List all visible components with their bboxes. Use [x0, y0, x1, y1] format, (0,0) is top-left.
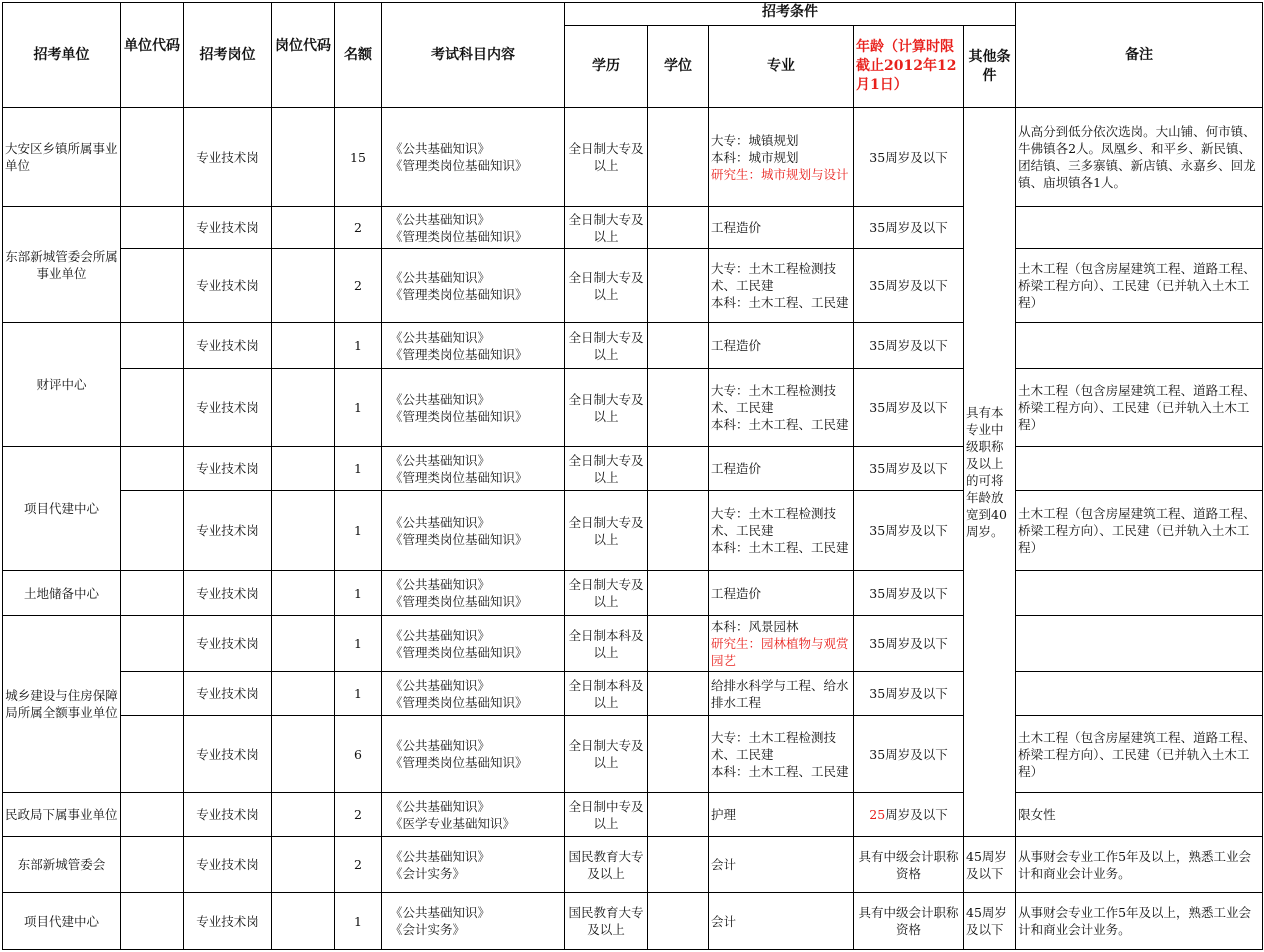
degree-cell	[648, 793, 709, 837]
table-row	[3, 716, 1263, 793]
exam-cell	[382, 616, 565, 672]
post-cell: 专业技术岗	[184, 323, 272, 369]
major-line: 大专：土木工程检测技术、工民建	[711, 506, 837, 538]
exam-cell	[382, 108, 565, 207]
table-row	[3, 837, 1263, 893]
exam-cell	[382, 323, 565, 369]
unit-cell: 财评中心	[3, 323, 121, 447]
exam-line: 《公共基础知识》	[390, 391, 491, 407]
table-row	[3, 207, 1263, 249]
age-cell: 35周岁及以下	[854, 207, 964, 249]
header-conditions: 招考条件	[565, 3, 1016, 26]
quota-cell: 15	[335, 108, 382, 207]
header-age: 年龄（计算时限截止2012年12月1日）	[854, 26, 964, 108]
exam-line: 《管理类岗位基础知识》	[390, 469, 528, 485]
exam-line: 《公共基础知识》	[390, 141, 491, 156]
remark-cell: 土木工程（包含房屋建筑工程、道路工程、桥梁工程方向）、工民建（已并轨入土木工程）	[1016, 491, 1263, 571]
post-cell: 专业技术岗	[184, 571, 272, 616]
post-code-cell	[272, 323, 335, 369]
unit-code-cell	[121, 491, 184, 571]
major-cell: 工程造价	[709, 323, 854, 369]
quota-cell: 1	[335, 616, 382, 672]
remark-cell	[1016, 571, 1263, 616]
header-post: 招考岗位	[184, 3, 272, 108]
header-unit: 招考单位	[3, 3, 121, 108]
table-row	[3, 491, 1263, 571]
remark-cell: 土木工程（包含房屋建筑工程、道路工程、桥梁工程方向）、工民建（已并轨入土木工程）	[1016, 716, 1263, 793]
major-line: 本科：风景园林	[711, 619, 799, 634]
unit-code-cell	[121, 447, 184, 491]
education-cell: 全日制大专及以上	[565, 249, 648, 323]
post-cell: 专业技术岗	[184, 369, 272, 447]
unit-cell: 民政局下属事业单位	[3, 793, 121, 837]
major-line: 本科：土木工程、工民建	[711, 295, 849, 310]
exam-line: 《管理类岗位基础知识》	[390, 408, 528, 424]
education-cell: 全日制大专及以上	[565, 207, 648, 249]
header-unit-code: 单位代码	[121, 3, 184, 108]
exam-line: 《公共基础知识》	[390, 627, 491, 643]
remark-cell: 从事财会专业工作5年及以上，熟悉工业会计和商业会计业务。	[1016, 837, 1263, 893]
degree-cell	[648, 323, 709, 369]
post-cell: 专业技术岗	[184, 108, 272, 207]
unit-code-cell	[121, 716, 184, 793]
table-row	[3, 249, 1263, 323]
post-cell: 专业技术岗	[184, 793, 272, 837]
major-line: 研究生：城市规划与设计	[711, 166, 849, 182]
exam-line: 《管理类岗位基础知识》	[390, 346, 528, 362]
education-cell: 全日制大专及以上	[565, 447, 648, 491]
remark-cell: 限女性	[1016, 793, 1263, 837]
post-cell: 专业技术岗	[184, 491, 272, 571]
exam-line: 《会计实务》	[390, 865, 466, 881]
post-cell: 专业技术岗	[184, 672, 272, 716]
major-cell: 会计	[709, 893, 854, 950]
unit-cell: 东部新城管委会	[3, 837, 121, 893]
remark-cell: 土木工程（包含房屋建筑工程、道路工程、桥梁工程方向）、工民建（已并轨入土木工程）	[1016, 249, 1263, 323]
post-code-cell	[272, 893, 335, 950]
unit-code-cell	[121, 837, 184, 893]
exam-line: 《管理类岗位基础知识》	[390, 158, 528, 173]
remark-cell	[1016, 672, 1263, 716]
exam-line: 《公共基础知识》	[390, 269, 491, 285]
exam-cell	[382, 793, 565, 837]
quota-cell: 1	[335, 491, 382, 571]
unit-code-cell	[121, 249, 184, 323]
degree-cell	[648, 491, 709, 571]
exam-cell	[382, 571, 565, 616]
exam-line: 《管理类岗位基础知识》	[390, 531, 528, 547]
age-cell: 35周岁及以下	[854, 616, 964, 672]
post-code-cell	[272, 716, 335, 793]
exam-line: 《公共基础知识》	[390, 848, 491, 864]
exam-line: 《管理类岗位基础知识》	[390, 755, 528, 770]
major-cell	[709, 491, 854, 571]
major-line: 大专：土木工程检测技术、工民建	[711, 383, 837, 415]
post-code-cell	[272, 491, 335, 571]
post-cell: 专业技术岗	[184, 249, 272, 323]
unit-code-cell	[121, 108, 184, 207]
unit-cell: 土地储备中心	[3, 571, 121, 616]
remark-cell	[1016, 616, 1263, 672]
major-line: 本科：土木工程、工民建	[711, 417, 849, 432]
education-cell: 全日制大专及以上	[565, 323, 648, 369]
age-cell: 35周岁及以下	[854, 571, 964, 616]
post-code-cell	[272, 837, 335, 893]
major-cell	[709, 716, 854, 793]
remark-cell: 土木工程（包含房屋建筑工程、道路工程、桥梁工程方向）、工民建（已并轨入土木工程）	[1016, 369, 1263, 447]
degree-cell	[648, 571, 709, 616]
exam-line: 《管理类岗位基础知识》	[390, 594, 528, 609]
major-cell: 给排水科学与工程、给水排水工程	[709, 672, 854, 716]
exam-cell	[382, 369, 565, 447]
quota-cell: 1	[335, 369, 382, 447]
post-cell: 专业技术岗	[184, 893, 272, 950]
post-cell: 专业技术岗	[184, 616, 272, 672]
post-code-cell	[272, 207, 335, 249]
unit-code-cell	[121, 369, 184, 447]
major-cell: 工程造价	[709, 207, 854, 249]
table-row	[3, 369, 1263, 447]
remark-cell: 从高分到低分依次选岗。大山铺、何市镇、牛佛镇各2人。凤凰乡、和平乡、新民镇、团结镇、三多寨镇、新店镇、永嘉乡、回龙镇、庙坝镇各1人。	[1016, 108, 1263, 207]
major-line: 本科：城市规划	[711, 149, 799, 165]
education-cell: 全日制大专及以上	[565, 571, 648, 616]
education-cell: 全日制大专及以上	[565, 716, 648, 793]
exam-line: 《管理类岗位基础知识》	[390, 228, 528, 244]
unit-cell: 大安区乡镇所属事业单位	[3, 108, 121, 207]
post-code-cell	[272, 571, 335, 616]
quota-cell: 2	[335, 837, 382, 893]
remark-cell	[1016, 447, 1263, 491]
post-code-cell	[272, 616, 335, 672]
exam-cell	[382, 207, 565, 249]
degree-cell	[648, 207, 709, 249]
age-cell: 具有中级会计职称资格	[854, 837, 964, 893]
age-cell: 35周岁及以下	[854, 108, 964, 207]
age-cell: 35周岁及以下	[854, 716, 964, 793]
major-cell	[709, 369, 854, 447]
table-row	[3, 672, 1263, 716]
exam-line: 《公共基础知识》	[390, 577, 491, 592]
post-code-cell	[272, 672, 335, 716]
recruitment-table	[2, 2, 1263, 950]
exam-line: 《公共基础知识》	[390, 798, 491, 814]
degree-cell	[648, 369, 709, 447]
degree-cell	[648, 616, 709, 672]
unit-code-cell	[121, 323, 184, 369]
other-cell: 45周岁及以下	[964, 837, 1016, 893]
degree-cell	[648, 893, 709, 950]
header-remarks: 备注	[1016, 3, 1263, 108]
degree-cell	[648, 108, 709, 207]
post-code-cell	[272, 447, 335, 491]
exam-line: 《公共基础知识》	[390, 329, 491, 345]
age-cell: 35周岁及以下	[854, 369, 964, 447]
exam-line: 《公共基础知识》	[390, 514, 491, 530]
quota-cell: 1	[335, 447, 382, 491]
major-cell: 工程造价	[709, 571, 854, 616]
exam-cell	[382, 716, 565, 793]
post-code-cell	[272, 249, 335, 323]
unit-code-cell	[121, 207, 184, 249]
major-cell	[709, 108, 854, 207]
age-cell: 具有中级会计职称资格	[854, 893, 964, 950]
unit-cell: 项目代建中心	[3, 893, 121, 950]
exam-line: 《管理类岗位基础知识》	[390, 286, 528, 302]
exam-cell	[382, 837, 565, 893]
header-major: 专业	[709, 26, 854, 108]
age-cell: 35周岁及以下	[854, 323, 964, 369]
other-cell: 45周岁及以下	[964, 893, 1016, 950]
quota-cell: 1	[335, 672, 382, 716]
age-number: 25	[869, 807, 886, 822]
post-cell: 专业技术岗	[184, 716, 272, 793]
degree-cell	[648, 716, 709, 793]
remark-cell	[1016, 323, 1263, 369]
age-cell: 35周岁及以下	[854, 672, 964, 716]
education-cell: 全日制大专及以上	[565, 369, 648, 447]
table-row	[3, 323, 1263, 369]
post-code-cell	[272, 369, 335, 447]
quota-cell: 6	[335, 716, 382, 793]
table-row	[3, 108, 1263, 207]
quota-cell: 1	[335, 571, 382, 616]
table-row	[3, 793, 1263, 837]
post-code-cell	[272, 793, 335, 837]
degree-cell	[648, 837, 709, 893]
exam-line: 《医学专业基础知识》	[390, 815, 516, 831]
table-row	[3, 893, 1263, 950]
major-line: 大专：土木工程检测技术、工民建	[711, 729, 837, 762]
header-degree: 学位	[648, 26, 709, 108]
header-exam: 考试科目内容	[382, 3, 565, 108]
quota-cell: 2	[335, 207, 382, 249]
quota-cell: 2	[335, 249, 382, 323]
age-suffix: 周岁及以下	[885, 807, 948, 822]
exam-line: 《管理类岗位基础知识》	[390, 694, 528, 710]
unit-cell: 项目代建中心	[3, 447, 121, 571]
post-cell: 专业技术岗	[184, 447, 272, 491]
header-quota: 名额	[335, 3, 382, 108]
post-cell: 专业技术岗	[184, 837, 272, 893]
unit-cell: 城乡建设与住房保障局所属全额事业单位	[3, 616, 121, 793]
major-line: 大专：土木工程检测技术、工民建	[711, 261, 837, 293]
degree-cell	[648, 249, 709, 323]
education-cell: 国民教育大专及以上	[565, 837, 648, 893]
exam-cell	[382, 447, 565, 491]
quota-cell: 2	[335, 793, 382, 837]
age-cell: 35周岁及以下	[854, 447, 964, 491]
table-row	[3, 571, 1263, 616]
header-other: 其他条件	[964, 26, 1016, 108]
education-cell: 全日制本科及以上	[565, 672, 648, 716]
exam-line: 《公共基础知识》	[390, 211, 491, 227]
exam-line: 《会计实务》	[390, 922, 466, 937]
education-cell: 全日制中专及以上	[565, 793, 648, 837]
unit-code-cell	[121, 793, 184, 837]
exam-line: 《公共基础知识》	[390, 905, 491, 920]
exam-line: 《公共基础知识》	[390, 738, 491, 753]
major-cell: 工程造价	[709, 447, 854, 491]
exam-cell	[382, 491, 565, 571]
major-cell: 会计	[709, 837, 854, 893]
degree-cell	[648, 447, 709, 491]
table-row	[3, 616, 1263, 672]
exam-cell	[382, 249, 565, 323]
quota-cell: 1	[335, 323, 382, 369]
education-cell: 全日制大专及以上	[565, 108, 648, 207]
major-line: 大专：城镇规划	[711, 132, 799, 148]
remark-cell	[1016, 207, 1263, 249]
unit-code-cell	[121, 571, 184, 616]
age-cell	[854, 793, 964, 837]
unit-code-cell	[121, 672, 184, 716]
table-row	[3, 447, 1263, 491]
quota-cell: 1	[335, 893, 382, 950]
major-cell: 护理	[709, 793, 854, 837]
age-cell: 35周岁及以下	[854, 491, 964, 571]
post-code-cell	[272, 108, 335, 207]
degree-cell	[648, 672, 709, 716]
major-line: 本科：土木工程、工民建	[711, 540, 849, 555]
major-line: 本科：土木工程、工民建	[711, 763, 849, 779]
education-cell: 全日制大专及以上	[565, 491, 648, 571]
exam-cell	[382, 893, 565, 950]
education-cell: 国民教育大专及以上	[565, 893, 648, 950]
header-post-code: 岗位代码	[272, 3, 335, 108]
unit-code-cell	[121, 616, 184, 672]
exam-line: 《公共基础知识》	[390, 677, 491, 693]
age-cell: 35周岁及以下	[854, 249, 964, 323]
major-cell	[709, 616, 854, 672]
exam-cell	[382, 672, 565, 716]
header-education: 学历	[565, 26, 648, 108]
other-conditions-merged: 具有本专业中级职称及以上的可将年龄放宽到40周岁。	[964, 108, 1016, 837]
post-cell: 专业技术岗	[184, 207, 272, 249]
major-line: 研究生：园林植物与观赏园艺	[711, 636, 849, 668]
unit-code-cell	[121, 893, 184, 950]
exam-line: 《公共基础知识》	[390, 452, 491, 468]
unit-cell: 东部新城管委会所属事业单位	[3, 207, 121, 323]
major-cell	[709, 249, 854, 323]
remark-cell: 从事财会专业工作5年及以上，熟悉工业会计和商业会计业务。	[1016, 893, 1263, 950]
exam-line: 《管理类岗位基础知识》	[390, 644, 528, 660]
education-cell: 全日制本科及以上	[565, 616, 648, 672]
